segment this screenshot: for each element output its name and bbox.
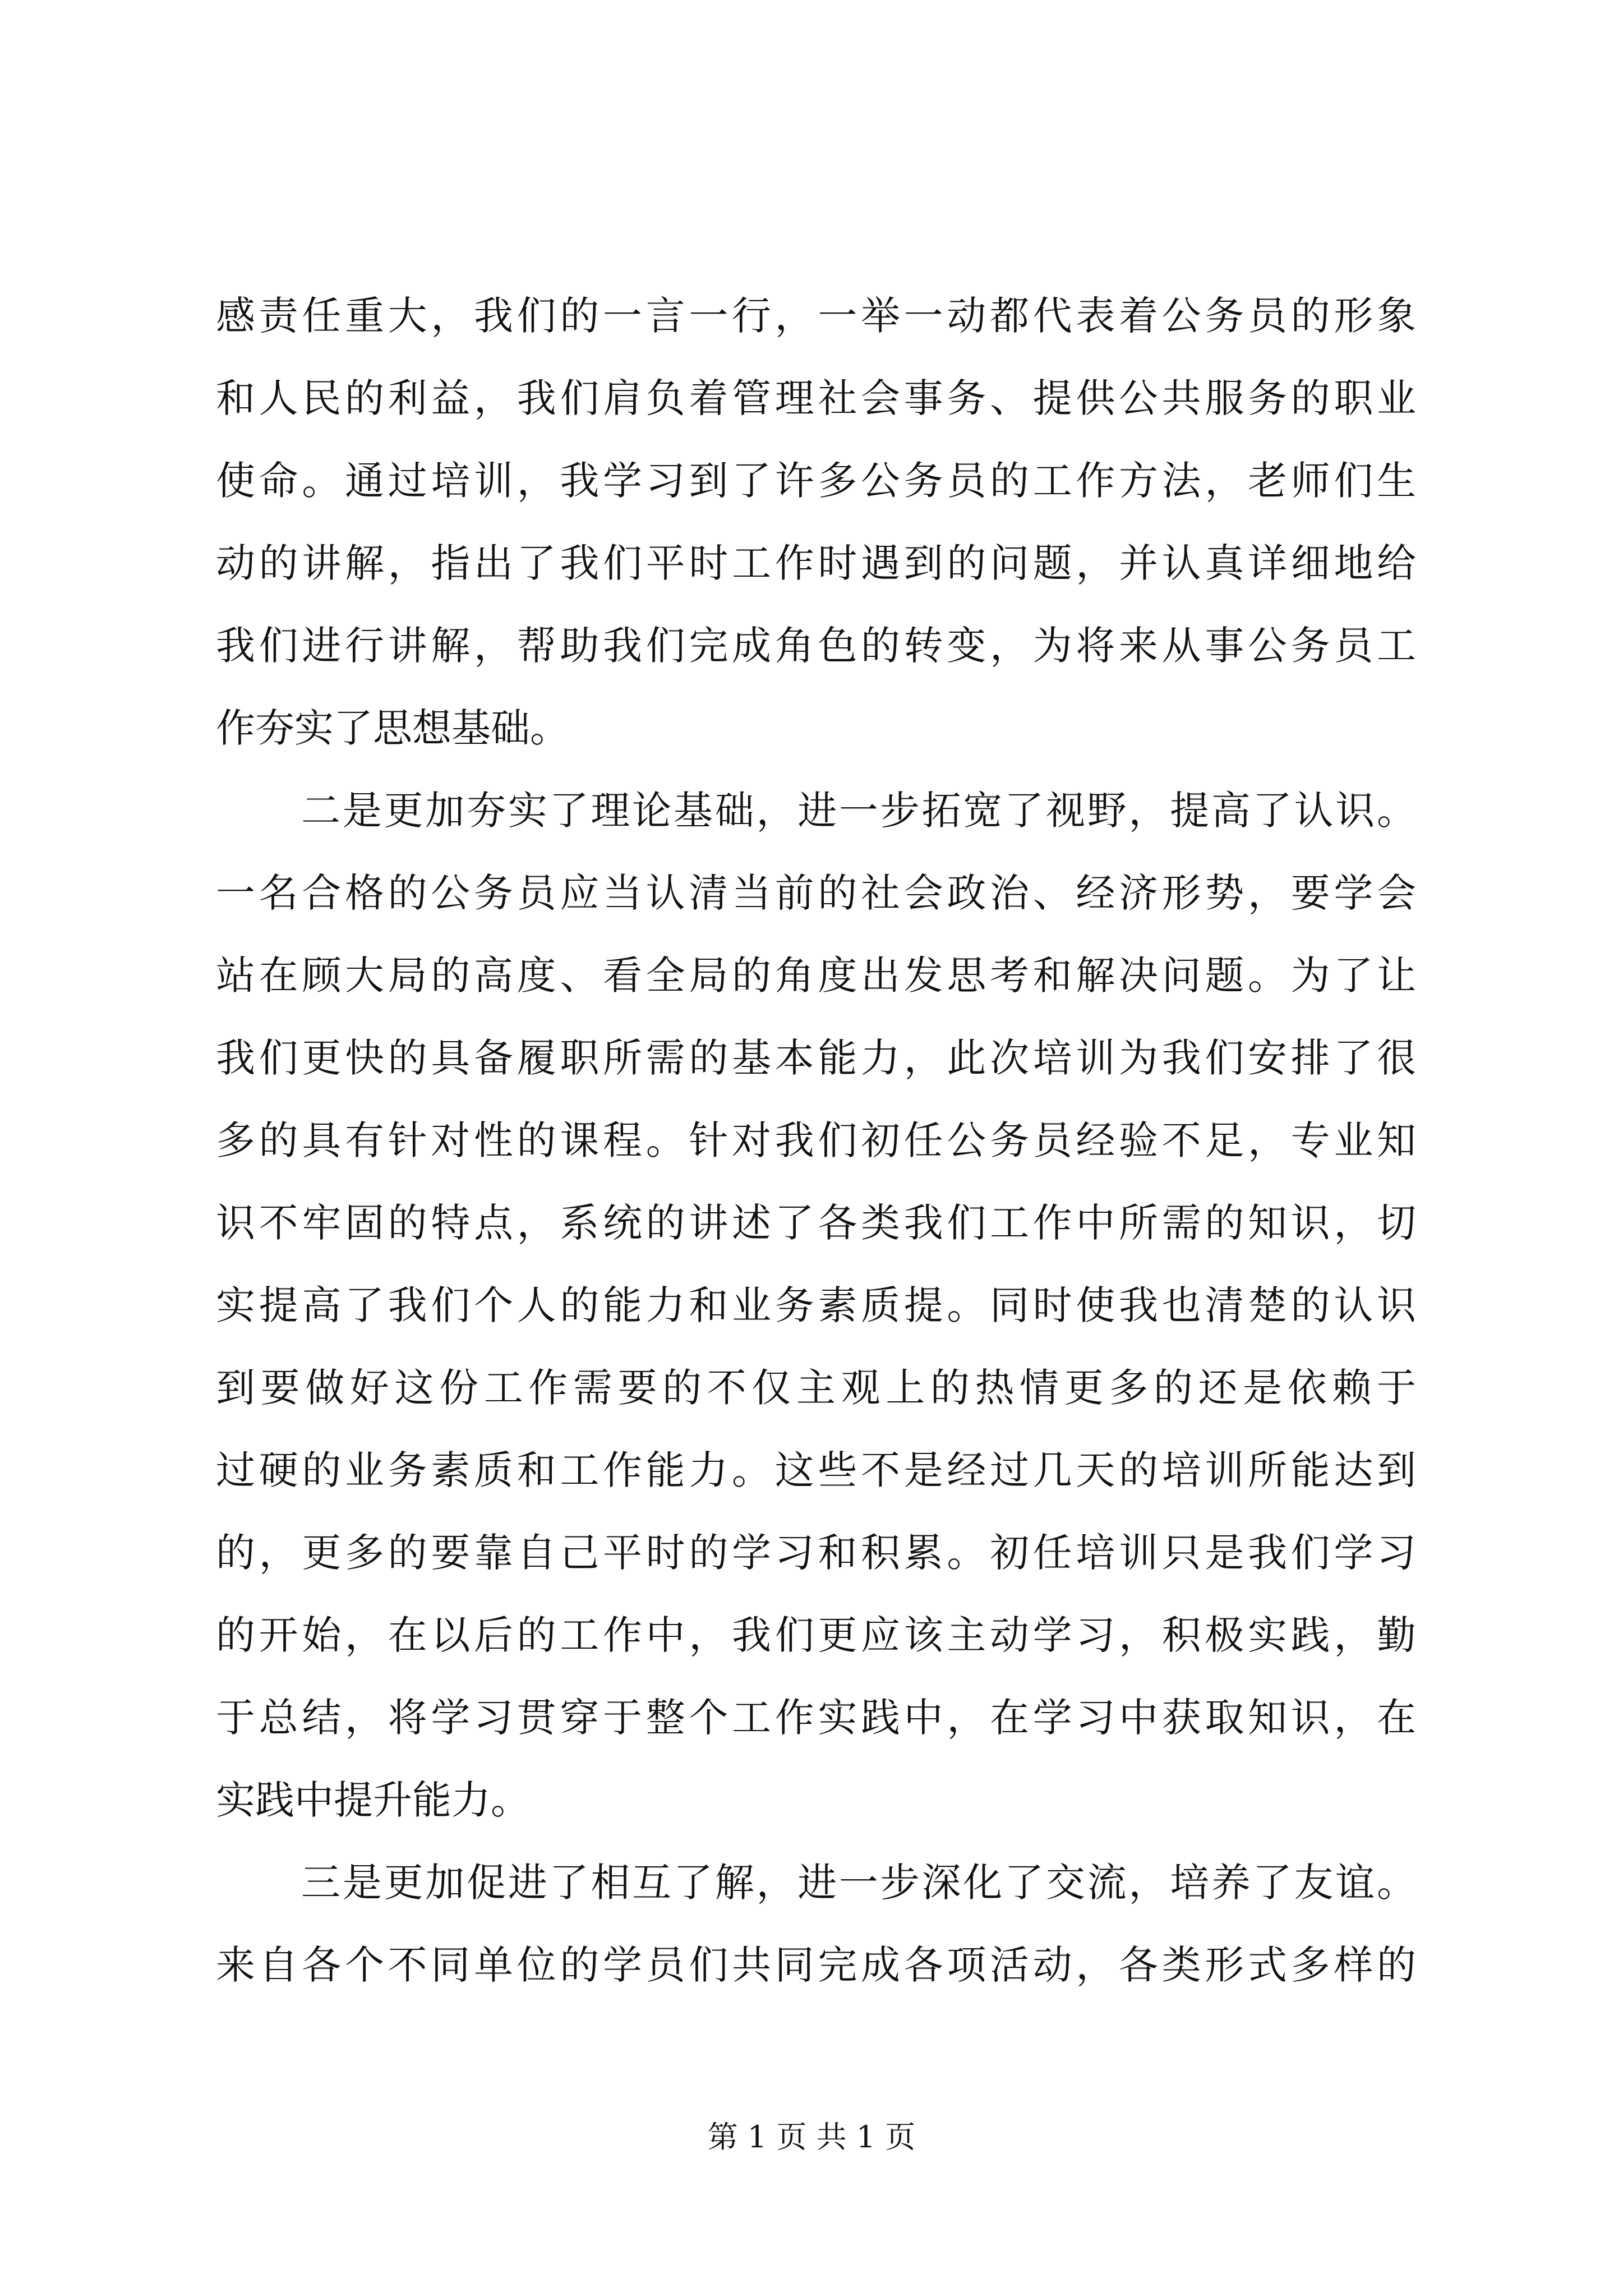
text-line: 二是更加夯实了理论基础，进一步拓宽了视野，提高了认识。 [301,788,1416,834]
text-line: 于总结，将学习贯穿于整个工作实践中，在学习中获取知识，在 [216,1695,1416,1741]
text-line: 实提高了我们个人的能力和业务素质提。同时使我也清楚的认识 [216,1282,1416,1328]
text-line: 作夯实了思想基础。 [216,705,569,751]
text-line: 的开始，在以后的工作中，我们更应该主动学习，积极实践，勤 [216,1612,1416,1658]
page-footer: 第 1 页 共 1 页 [707,2119,916,2155]
text-line: 到要做好这份工作需要的不仅主观上的热情更多的还是依赖于 [216,1365,1416,1411]
text-line: 使命。通过培训，我学习到了许多公务员的工作方法，老师们生 [216,458,1416,504]
text-line: 动的讲解，指出了我们平时工作时遇到的问题，并认真详细地给 [216,540,1416,586]
text-line: 多的具有针对性的课程。针对我们初任公务员经验不足，专业知 [216,1117,1416,1163]
text-line: 站在顾大局的高度、看全局的角度出发思考和解决问题。为了让 [216,953,1416,999]
text-line: 识不牢固的特点，系统的讲述了各类我们工作中所需的知识，切 [216,1200,1416,1246]
text-line: 实践中提升能力。 [216,1777,530,1823]
text-line: 来自各个不同单位的学员们共同完成各项活动，各类形式多样的 [216,1942,1416,1988]
text-line: 感责任重大，我们的一言一行，一举一动都代表着公务员的形象 [216,293,1416,339]
text-line: 三是更加促进了相互了解，进一步深化了交流，培养了友谊。 [301,1860,1416,1906]
text-line: 和人民的利益，我们肩负着管理社会事务、提供公共服务的职业 [216,375,1416,421]
text-line: 我们进行讲解，帮助我们完成角色的转变，为将来从事公务员工 [216,623,1416,669]
text-line: 我们更快的具备履职所需的基本能力，此次培训为我们安排了很 [216,1035,1416,1081]
text-line: 一名合格的公务员应当认清当前的社会政治、经济形势，要学会 [216,870,1416,916]
text-line: 的，更多的要靠自己平时的学习和积累。初任培训只是我们学习 [216,1530,1416,1576]
text-line: 过硬的业务素质和工作能力。这些不是经过几天的培训所能达到 [216,1447,1416,1493]
